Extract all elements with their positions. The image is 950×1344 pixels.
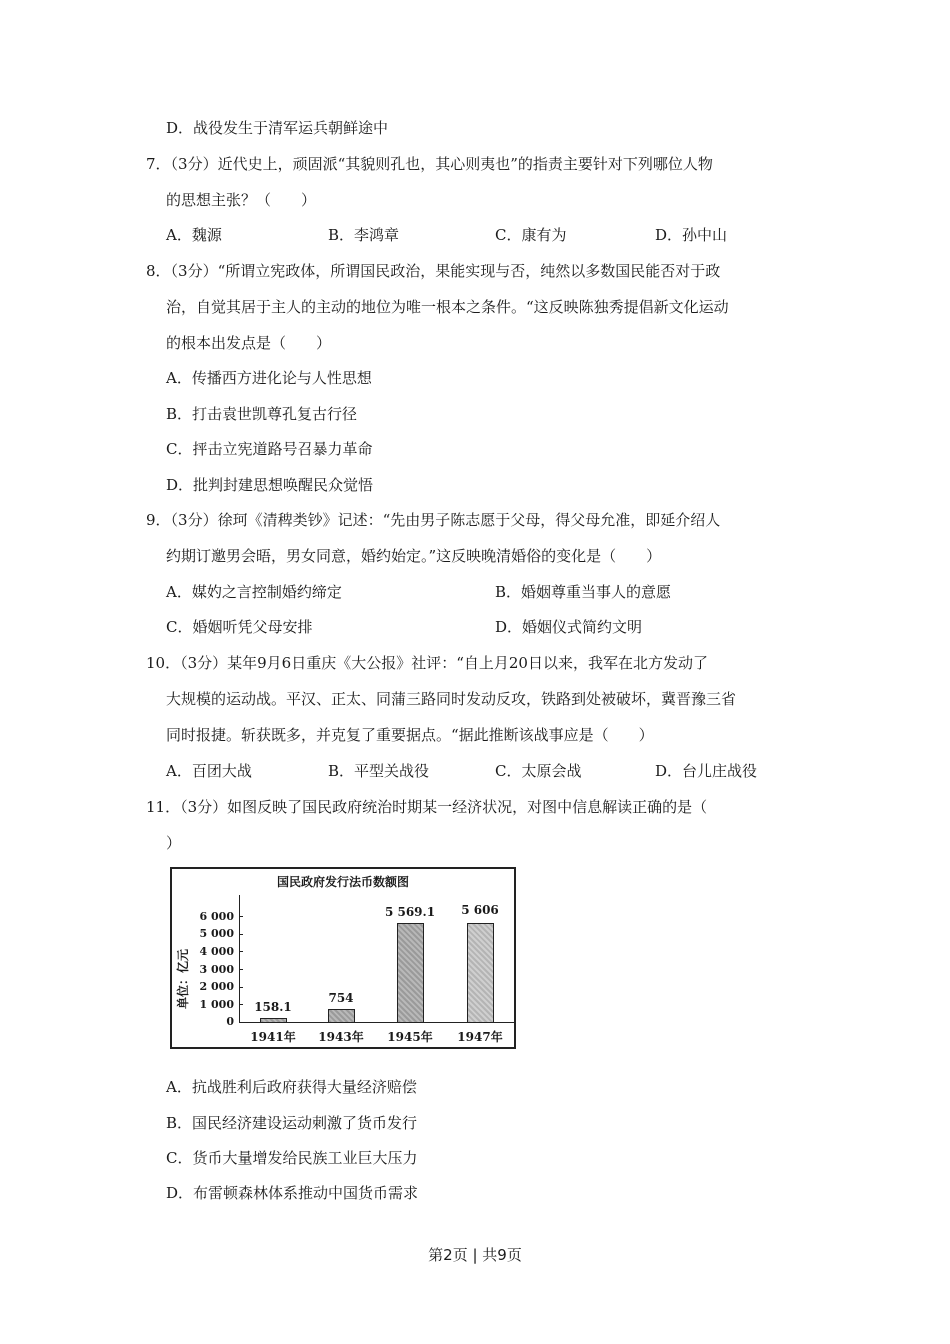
q11-option-a: A．抗战胜利后政府获得大量经济赔偿 — [166, 1078, 417, 1096]
q7-stem-line1: 7．（3分）近代史上，顽固派“其貌则孔也，其心则夷也”的指责主要针对下列哪位人物 — [146, 155, 713, 173]
q6-option-d: D．战役发生于清军运兵朝鲜途中 — [166, 119, 389, 137]
bar-1943 — [328, 1009, 355, 1023]
q10-option-b: B．平型关战役 — [328, 762, 430, 780]
q8-option-c: C．抨击立宪道路号召暴力革命 — [166, 440, 373, 458]
y-tick-4000: 4 000 — [199, 945, 234, 958]
y-tick-2000: 2 000 — [199, 980, 234, 993]
y-tick-3000: 3 000 — [199, 963, 234, 976]
y-tickmark — [239, 969, 243, 970]
q11-option-c: C．货币大量增发给民族工业巨大压力 — [166, 1149, 418, 1167]
y-tick-5000: 5 000 — [199, 927, 234, 940]
q10-option-a: A．百团大战 — [166, 762, 252, 780]
y-tickmark — [239, 916, 243, 917]
currency-issuance-chart — [170, 867, 516, 1049]
q10-stem-line3: 同时报捷。斩获既多，并克复了重要据点。“据此推断该战事应是（ ） — [166, 726, 654, 744]
bar-1941 — [260, 1018, 287, 1023]
q9-option-d: D．婚姻仪式简约文明 — [495, 618, 643, 636]
chart-y-axis-label: 单位：亿元 — [176, 948, 190, 1009]
q8-stem-line1: 8．（3分）“所谓立宪政体，所谓国民政治，果能实现与否，纯然以多数国民能否对于政 — [146, 262, 721, 280]
q9-stem-line2: 约期订邀男会晤，男女同意，婚约始定。”这反映晚清婚俗的变化是（ ） — [166, 547, 662, 565]
q9-option-a: A．媒妁之言控制婚约缔定 — [166, 583, 342, 601]
value-label-1947: 5 606 — [461, 903, 499, 917]
y-tickmark — [239, 934, 243, 935]
q10-option-c: C．太原会战 — [495, 762, 582, 780]
q11-stem-line1: 11．（3分）如图反映了国民政府统治时期某一经济状况，对图中信息解读正确的是（ — [146, 798, 708, 816]
q9-stem-line1: 9．（3分）徐珂《清稗类钞》记述：“先由男子陈志愿于父母，得父母允准，即延介绍人 — [146, 511, 721, 529]
q7-option-c: C．康有为 — [495, 226, 567, 244]
q9-option-c: C．婚姻听凭父母安排 — [166, 618, 313, 636]
x-tick-1947: 1947年 — [457, 1030, 503, 1044]
q10-stem-line2: 大规模的运动战。平汉、正太、同蒲三路同时发动反攻，铁路到处被破坏，冀晋豫三省 — [166, 690, 737, 708]
x-tick-1943: 1943年 — [318, 1030, 364, 1044]
q11-option-b: B．国民经济建设运动刺激了货币发行 — [166, 1114, 418, 1132]
page-number: 第2页 | 共9页 — [428, 1246, 522, 1264]
bar-1947 — [467, 923, 494, 1023]
q11-stem-line2: ） — [166, 834, 182, 852]
q10-stem-line1: 10．（3分）某年9月6日重庆《大公报》社评：“自上月20日以来，我军在北方发动了 — [146, 654, 708, 672]
y-tick-0: 0 — [226, 1015, 234, 1028]
q8-stem-line2: 治，自觉其居于主人的主动的地位为唯一根本之条件。“这反映陈独秀提倡新文化运动 — [166, 298, 729, 316]
value-label-1941: 158.1 — [254, 1000, 292, 1014]
q9-option-b: B．婚姻尊重当事人的意愿 — [495, 583, 672, 601]
q7-option-d: D．孙中山 — [655, 226, 728, 244]
y-tickmark — [239, 987, 243, 988]
value-label-1945: 5 569.1 — [384, 905, 436, 919]
y-tick-6000: 6 000 — [199, 910, 234, 923]
q8-stem-line3: 的根本出发点是（ ） — [166, 334, 332, 352]
q10-option-d: D．台儿庄战役 — [655, 762, 758, 780]
q8-option-d: D．批判封建思想唤醒民众觉悟 — [166, 476, 374, 494]
q8-option-b: B．打击袁世凯尊孔复古行径 — [166, 405, 358, 423]
x-tick-1945: 1945年 — [387, 1030, 433, 1044]
q11-option-d: D．布雷顿森林体系推动中国货币需求 — [166, 1184, 419, 1202]
q7-option-b: B．李鸿章 — [328, 226, 400, 244]
x-tick-1941: 1941年 — [250, 1030, 296, 1044]
q7-stem-line2: 的思想主张？（ ） — [166, 191, 317, 209]
bar-1945 — [397, 923, 424, 1023]
value-label-1943: 754 — [328, 991, 354, 1005]
y-tick-1000: 1 000 — [199, 998, 234, 1011]
q7-option-a: A．魏源 — [166, 226, 222, 244]
y-tickmark — [239, 951, 243, 952]
q8-option-a: A．传播西方进化论与人性思想 — [166, 369, 372, 387]
chart-title: 国民政府发行法币数额图 — [276, 875, 409, 889]
